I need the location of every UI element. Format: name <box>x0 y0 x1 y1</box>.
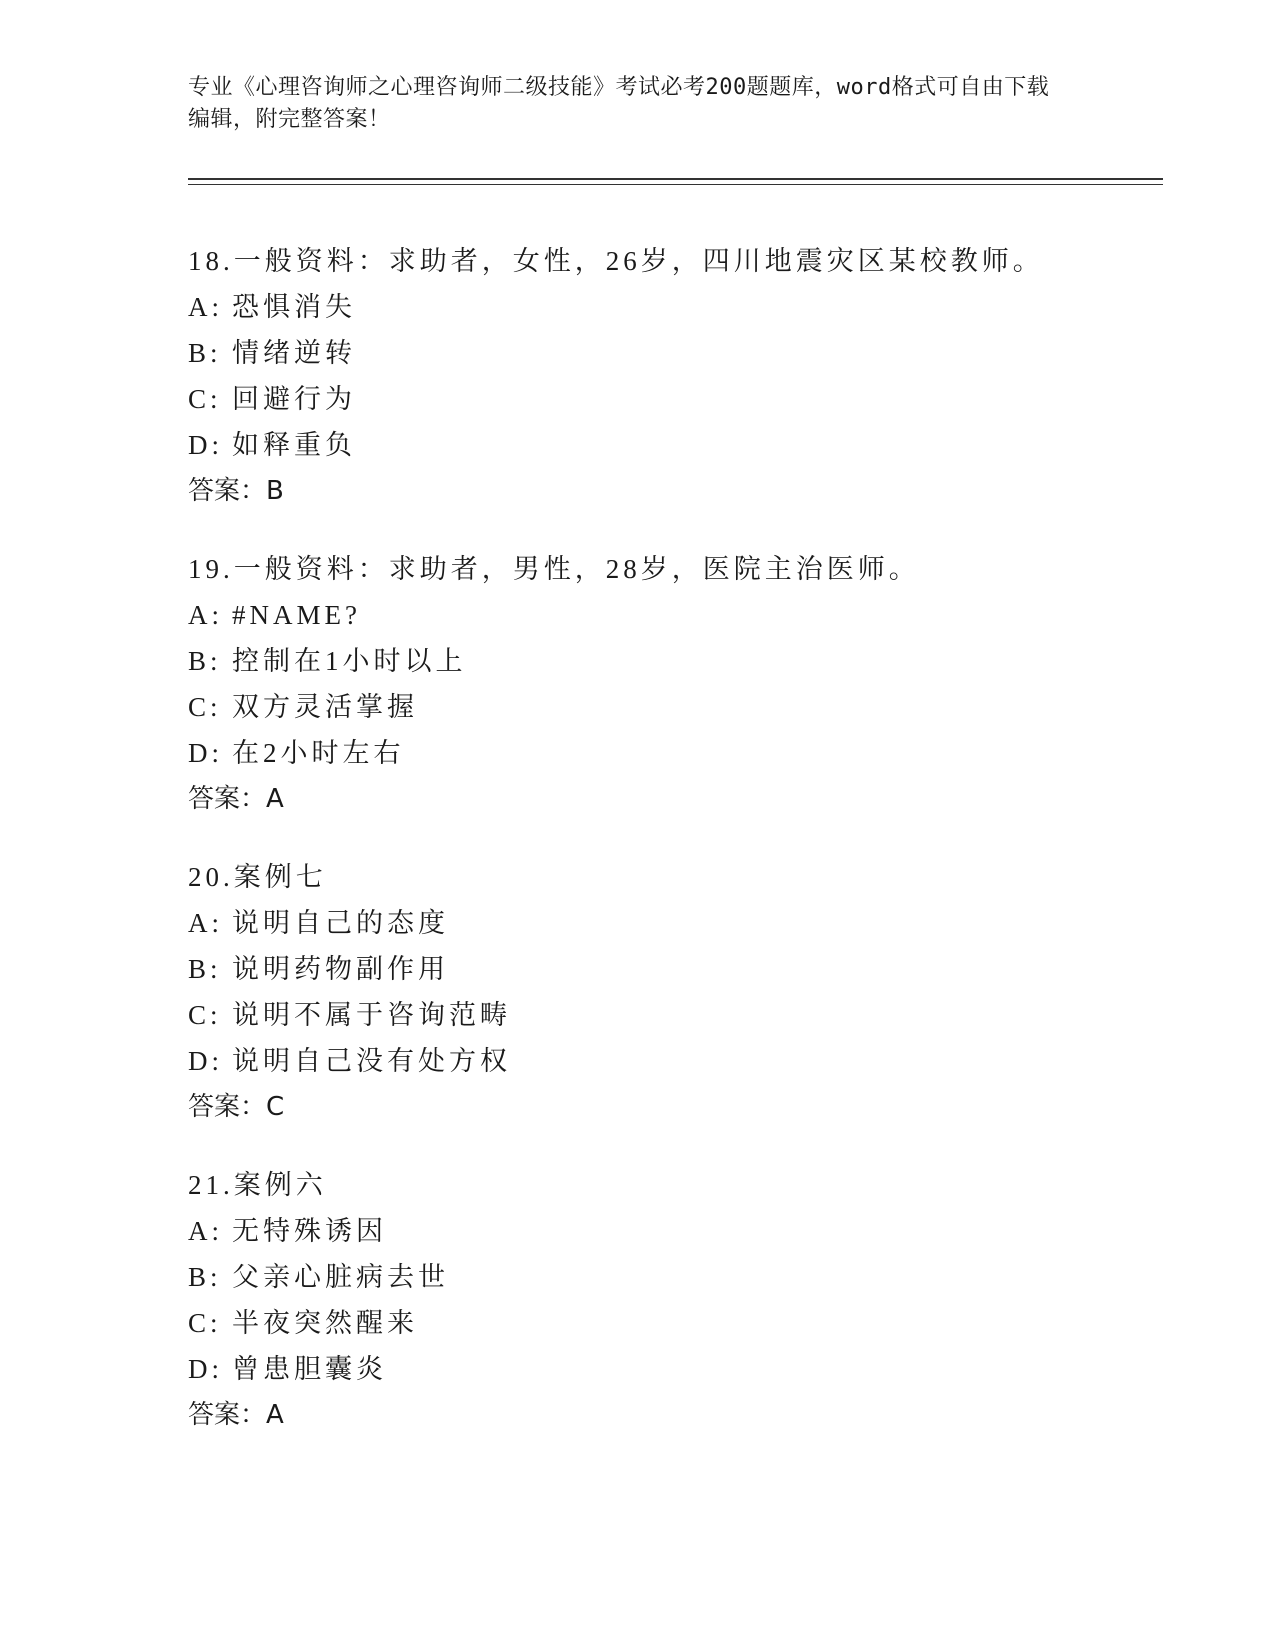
header-divider-thin <box>188 184 1163 185</box>
option-letter: A: <box>188 292 223 322</box>
option-c <box>188 376 1168 422</box>
option-letter: D: <box>188 1046 223 1076</box>
option-c <box>188 992 1168 1038</box>
question-20 <box>188 854 1168 1130</box>
option-text: 如释重负 <box>232 430 356 460</box>
option-text: 说明自己的态度 <box>232 908 449 938</box>
answer-line: 答案：B <box>188 476 284 506</box>
question-21 <box>188 1162 1168 1438</box>
option-letter: B: <box>188 338 222 368</box>
option-a <box>188 900 1168 946</box>
option-text: 说明自己没有处方权 <box>232 1046 511 1076</box>
option-text: 在2小时左右 <box>232 738 405 768</box>
answer-line: 答案：A <box>188 1400 284 1430</box>
option-b <box>188 638 1168 684</box>
option-c <box>188 684 1168 730</box>
option-d <box>188 422 1168 468</box>
option-c <box>188 1300 1168 1346</box>
option-text: 半夜突然醒来 <box>232 1308 418 1338</box>
option-letter: B: <box>188 1262 222 1292</box>
option-letter: A: <box>188 600 223 630</box>
option-b <box>188 946 1168 992</box>
question-19 <box>188 546 1168 822</box>
option-text: 说明药物副作用 <box>232 954 449 984</box>
option-letter: D: <box>188 430 223 460</box>
answer-line: 答案：C <box>188 1092 285 1122</box>
option-text: 控制在1小时以上 <box>232 646 467 676</box>
question-stem: 18.一般资料：求助者，女性，26岁，四川地震灾区某校教师。 <box>188 246 1044 276</box>
option-letter: C: <box>188 692 222 722</box>
option-letter: A: <box>188 1216 223 1246</box>
option-text: 双方灵活掌握 <box>232 692 418 722</box>
option-text: #NAME? <box>232 600 361 630</box>
question-stem: 19.一般资料：求助者，男性，28岁，医院主治医师。 <box>188 554 920 584</box>
option-a <box>188 1208 1168 1254</box>
option-d <box>188 730 1168 776</box>
answer-line: 答案：A <box>188 784 284 814</box>
option-letter: D: <box>188 738 223 768</box>
option-text: 说明不属于咨询范畴 <box>232 1000 511 1030</box>
option-d <box>188 1346 1168 1392</box>
option-text: 曾患胆囊炎 <box>232 1354 387 1384</box>
option-text: 恐惧消失 <box>232 292 356 322</box>
option-b <box>188 1254 1168 1300</box>
option-letter: C: <box>188 1000 222 1030</box>
question-list <box>188 238 1168 1470</box>
option-text: 无特殊诱因 <box>232 1216 387 1246</box>
option-letter: A: <box>188 908 223 938</box>
option-letter: C: <box>188 384 222 414</box>
option-text: 回避行为 <box>232 384 356 414</box>
document-header: 专业《心理咨询师之心理咨询师二级技能》考试必考200题题库，word格式可自由下载编辑，附完整答案！ <box>188 75 1050 132</box>
option-d <box>188 1038 1168 1084</box>
option-a <box>188 284 1168 330</box>
header-divider-thick <box>188 178 1163 180</box>
question-18 <box>188 238 1168 514</box>
option-letter: B: <box>188 646 222 676</box>
option-letter: D: <box>188 1354 223 1384</box>
option-letter: C: <box>188 1308 222 1338</box>
option-a <box>188 592 1168 638</box>
option-letter: B: <box>188 954 222 984</box>
option-b <box>188 330 1168 376</box>
question-stem: 21.案例六 <box>188 1170 327 1200</box>
option-text: 情绪逆转 <box>232 338 356 368</box>
question-stem: 20.案例七 <box>188 862 327 892</box>
option-text: 父亲心脏病去世 <box>232 1262 449 1292</box>
